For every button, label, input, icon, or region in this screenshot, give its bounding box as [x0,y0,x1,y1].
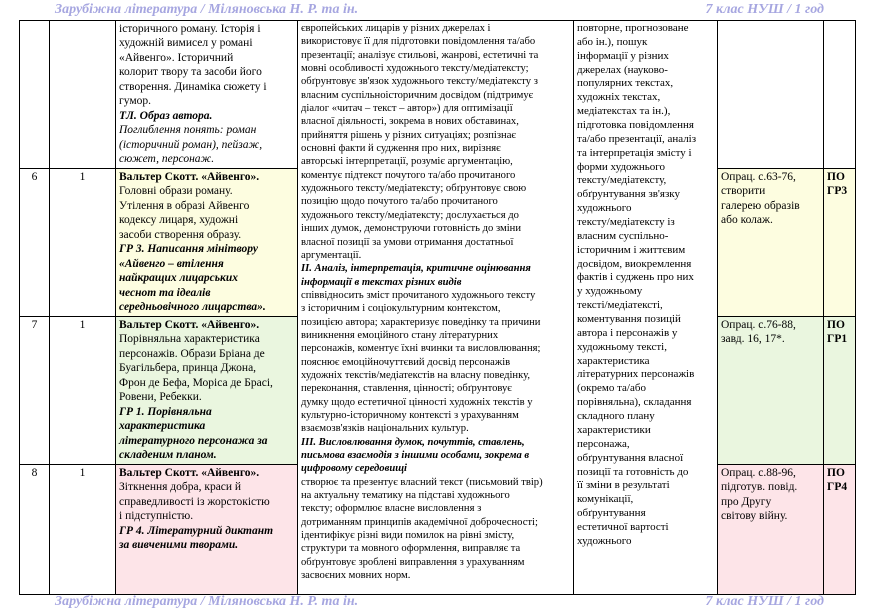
task-line: середньовічного лицарства». [119,301,266,314]
activities-line: художнього [577,534,632,547]
results-line: художнього тексту/медіатексту; обґрунтовує свою [301,183,527,195]
results-line: пояснює емоційночуттєвий досвід персонажів [301,356,511,368]
activities-line: у художньому [577,285,643,298]
task-line: ГР 4. Літературний диктант [119,524,274,537]
topic-cell [116,21,298,169]
results-line: європейських лицарів у різних джерелах і [301,23,491,34]
task-line: характеристика [119,420,206,433]
footer-right-text: 7 клас НУШ / 1 год [705,594,824,609]
topic-line: Утілення в образі Айвенго [119,199,250,212]
lesson-hours: 1 [50,169,116,317]
topic-line: і підступністю. [119,510,194,523]
topic-line: засоби створення образу. [119,228,242,241]
topic-line: справедливості із жорстокістю [119,495,270,508]
activities-line: історичним і життєвим [577,243,686,256]
task-line: чеснот та ідеалів [119,286,211,299]
activities-cell [574,21,718,595]
topic-line: Зіткнення добра, краси й [119,481,242,494]
activities-line: обґрунтування [577,507,646,520]
results-line: аргументації. [301,249,362,261]
results-line: авторські інтерпретації, розуміє аргументацію, [301,156,513,168]
results-section-heading: інформації в текстах різних видів [301,276,462,288]
lesson-hours: 1 [50,464,116,594]
topic-line: кодексу лицаря, художні [119,214,239,227]
theory-line: ТЛ. Образ автора. [119,109,213,122]
homework-line: галерею образів [721,199,800,212]
topic-cell [116,169,298,317]
homework-line: або колаж. [721,214,773,227]
activities-line: тексту/медіатексту, [577,174,667,187]
results-line: презентації; аналізує стильові, жанрові, естетичні та [301,49,539,61]
activities-line: порівняльна), складання [577,396,692,409]
task-line: складеним планом. [119,449,217,462]
activities-line: обґрунтування власної [577,451,684,464]
expected-results-cell [298,21,574,595]
results-line: створює та презентує власний текст (письмовий твір) [301,476,543,488]
results-line: виникнення емоційного стану літературних [301,329,499,341]
results-line: дотриманням принципів академічної доброчесності; [301,516,538,528]
activities-line: коментування позицій [577,313,681,326]
results-line: думку щодо естетичної цінності художніх текстів у [301,396,533,408]
results-line: переконання, ставлення, цінності; обґрунтовує [301,383,512,395]
form-line: ГР1 [827,333,848,346]
topic-line: Фрон де Бефа, Моріса де Брасі, [119,376,273,389]
topic-cell [116,316,298,464]
results-line: обґрунтовує зроблені виправлення з урахуванням [301,556,525,568]
homework-line: Опрац. с.63-76, [721,171,796,183]
topic-line: персонажів. Образи Бріана де [119,347,265,360]
topic-cell [116,464,298,594]
activities-line: літературних персонажів [577,368,695,381]
author-title: Вальтер Скотт. «Айвенго». [119,171,260,183]
results-line: позицію щодо почутого та/або прочитаного [301,196,498,208]
activities-line: досвідом, виокремлення [577,257,692,270]
header-left-text: Зарубіжна література / Міляновська Н. Р. та ін. [55,2,359,17]
topic-line: Порівняльна характеристика [119,333,260,346]
header-right-text: 7 клас НУШ / 1 год [705,2,824,17]
results-line: художніх текстів/медіатекстів на власну поведінку, [301,369,530,381]
activities-line: фактів і суджень про них [577,271,694,284]
results-line: власної позиції за умови отримання достатньої [301,236,514,248]
theory-line: Поглиблення понять: роман [119,124,257,137]
results-line: використовує її для підготовки повідомлення та/або [301,36,536,48]
activities-line: характеристика [577,354,650,367]
activities-line: повторне, прогнозоване [577,22,689,34]
footer-left-text: Зарубіжна література / Міляновська Н. Р. та ін. [55,594,359,609]
form-line: ПО [827,466,845,479]
topic-line: гумор. [119,95,151,108]
hours-cell [50,21,116,169]
results-line: засвоєних мовних норм. [301,570,411,582]
table-row [20,21,856,169]
results-line: діалог «читач – текст – автор») для оптимізації [301,103,513,115]
topic-line: художній вимисел у романі [119,37,253,50]
theory-line: сюжет, персонаж. [119,153,215,166]
topic-line: «Айвенго». Історичний [119,51,234,64]
activities-line: комунікації, [577,493,634,506]
homework-line: світову війну. [721,510,788,523]
results-line: з історичним і соціокультурним контекстом, [301,303,501,315]
page-header [0,0,876,22]
activities-line: обґрунтування зв'язку [577,188,680,201]
activities-line: та/або презентації, аналіз [577,132,697,145]
activities-line: тексті/медіатексті, [577,299,663,312]
results-line: інших думок, демонструючи готовність до зміни [301,223,522,235]
task-line: ГР 1. Порівняльна [119,405,212,418]
homework-line: підготув. повід. [721,481,798,494]
num-cell [20,21,50,169]
form-line: ГР4 [827,481,848,494]
task-line: «Айвенго – втілення [119,257,224,270]
homework-line: завд. 16, 17*. [721,333,785,346]
activities-line: інформації у різних [577,49,669,62]
task-line: найкращих лицарських [119,272,238,285]
results-line: персонажів, коментує їхні вчинки та висловлювання; [301,343,541,355]
topic-line: створення. Динаміка сюжету і [119,80,267,93]
topic-line: історичного роману. Історія і [119,23,261,35]
results-line: культурно-історичному контексті з урахуванням [301,409,519,421]
activities-line: джерелах (науково- [577,63,668,76]
homework-cell [718,21,824,169]
lesson-plan-table [19,20,856,595]
results-line: ідентифікує різні види помилок на рівні змісту, [301,530,515,542]
homework-cell [718,464,824,594]
theory-line: (історичний роман), пейзаж, [119,138,263,151]
page-footer [0,592,876,614]
activities-line: або ін.), пошук [577,35,648,48]
activities-line: художніх текстах, [577,91,661,104]
homework-line: про Другу [721,495,772,508]
activities-line: її зміни в результаті [577,479,670,492]
results-section-heading: II. Аналіз, інтерпретація, критичне оцінювання [301,263,531,275]
assessment-form-cell [824,316,856,464]
homework-cell [718,169,824,317]
activities-line: медіатекстах та ін.), [577,105,671,118]
activities-line: позиції та готовність до [577,465,689,478]
topic-line: Головні образи роману. [119,185,233,198]
assessment-form-cell [824,169,856,317]
lesson-number: 7 [20,316,50,464]
homework-line: Опрац. с.76-88, [721,318,796,331]
task-line: ГР 3. Написання мінітвору [119,243,258,256]
activities-line: естетичної вартості [577,520,669,533]
activities-line: складного плану [577,410,655,423]
activities-line: (окремо та/або [577,382,646,395]
activities-line: підготовка повідомлення [577,119,694,132]
results-line: основні факти й судження про них, вирізняє [301,143,501,155]
results-line: обґрунтовує зв'язок художнього тексту/медіатексту з [301,76,538,88]
topic-line: Ровени, Ребекки. [119,391,202,404]
results-line: мовні особливості художнього тексту/медіатексту; [301,63,529,75]
homework-cell [718,316,824,464]
activities-line: власним суспільно- [577,229,669,242]
form-line: ГР3 [827,185,848,198]
author-title: Вальтер Скотт. «Айвенго». [119,318,260,331]
results-line: на актуальну тематику на підставі художнього [301,490,510,502]
results-section-heading: письмова взаємодія з іншими особами, зокрема в [301,450,530,461]
homework-line: створити [721,185,766,198]
activities-line: форми художнього [577,160,666,173]
task-line: літературного персонажа за [119,434,268,447]
results-line: коментує підтекст почутого та/або прочитаного [301,169,516,181]
activities-line: характеристики [577,423,651,436]
activities-line: персонажа, [577,437,630,450]
activities-line: художнього [577,202,632,215]
activities-line: художньому тексті, [577,340,667,353]
results-line: позицією автора; характеризує поведінку та причини [301,316,541,328]
lesson-hours: 1 [50,316,116,464]
results-line: тексту; оформлює власне висловлення з [301,503,482,515]
activities-line: тексту/медіатексту із [577,216,675,229]
lesson-number: 6 [20,169,50,317]
activities-line: та інтерпретація змісту і [577,146,692,159]
results-line: співвідносить зміст прочитаного художнього тексту [301,289,536,301]
form-line: ПО [827,318,845,331]
results-line: прийняття рішень у різних ситуаціях; розпізнає [301,129,516,141]
results-section-heading: III. Висловлювання думок, почуттів, ставлень, [301,436,525,448]
activities-line: автора і персонажів у [577,326,678,339]
form-line: ПО [827,171,845,183]
results-section-heading: цифровому середовищі [301,463,407,475]
form-cell [824,21,856,169]
activities-line: популярних текстах, [577,77,674,90]
results-line: власним суспільноісторичним досвідом (підтримує [301,89,534,101]
results-line: взаємозв'язків національних культур. [301,423,469,435]
task-line: за вивченими творами. [119,539,239,552]
results-line: художнього тексту/медіатексту; дослухається до [301,209,519,221]
lesson-number: 8 [20,464,50,594]
homework-line: Опрац. с.88-96, [721,466,796,479]
topic-line: Буагільбера, принца Джона, [119,362,257,375]
topic-line: колорит твору та засоби його [119,66,262,79]
assessment-form-cell [824,464,856,594]
author-title: Вальтер Скотт. «Айвенго». [119,466,260,479]
results-line: власної діяльності, зокрема в нових обставинах, [301,116,519,128]
results-line: структури та мовного оформлення, виправляє та [301,543,521,555]
